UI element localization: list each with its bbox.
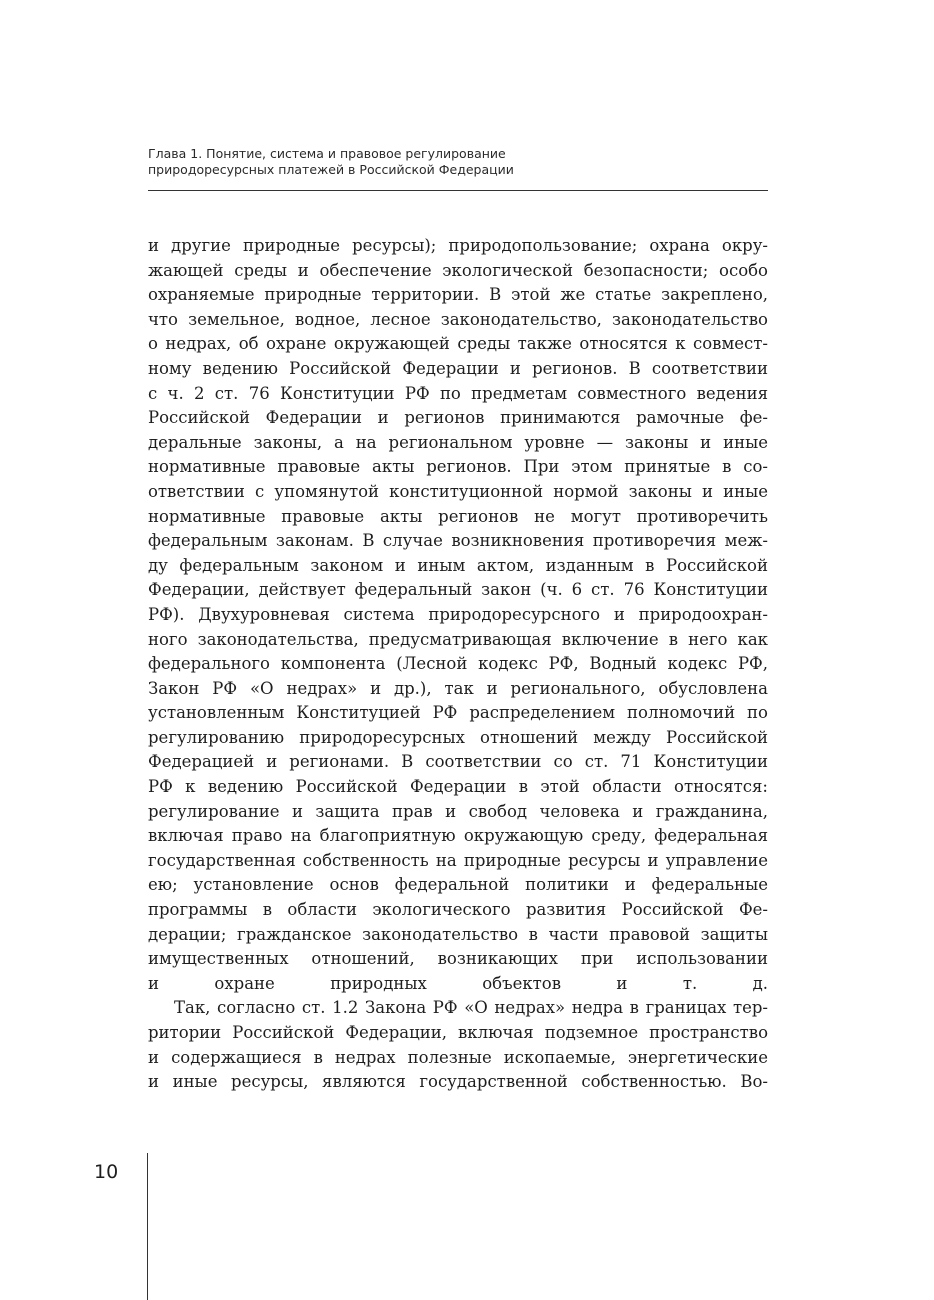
text-line: и охране природных объектов и т. д. <box>148 973 768 993</box>
text-line: Федерации, действует федеральный закон (ч. 6 ст. 76 Конституции <box>148 580 768 600</box>
text-line: Федерацией и регионами. В соответствии со ст. 71 Конституции <box>148 752 768 772</box>
paragraph-2 <box>148 996 768 1094</box>
text-line: ного законодательства, предусматривающая включение в него как <box>148 629 768 649</box>
text-line: федерального компонента (Лесной кодекс РФ, Водный кодекс РФ, <box>148 654 768 674</box>
running-header-line-1: Глава 1. Понятие, система и правовое регулирование <box>148 146 506 161</box>
paragraph-1 <box>148 234 768 996</box>
text-line: и содержащиеся в недрах полезные ископаемые, энергетические <box>148 1047 768 1067</box>
text-line: охраняемые природные территории. В этой же статье закреплено, <box>148 285 768 305</box>
text-line: РФ к ведению Российской Федерации в этой области относятся: <box>148 777 768 797</box>
running-header-line-2: природоресурсных платежей в Российской Федерации <box>148 162 514 177</box>
header-rule <box>148 190 768 191</box>
text-line: Закон РФ «О недрах» и др.), так и регионального, обусловлена <box>148 678 768 698</box>
text-line: о недрах, об охране окружающей среды также относятся к совмест- <box>148 334 768 354</box>
text-line: включая право на благоприятную окружающую среду, федеральная <box>148 826 768 846</box>
text-line: государственная собственность на природные ресурсы и управление <box>148 850 768 870</box>
text-line: ду федеральным законом и иным актом, изданным в Российской <box>148 555 768 575</box>
text-line: жающей среды и обеспечение экологической безопасности; особо <box>148 260 768 280</box>
text-line: ритории Российской Федерации, включая подземное пространство <box>148 1023 768 1042</box>
text-line: дерации; гражданское законодательство в части правовой защиты <box>148 924 768 944</box>
text-line: Российской Федерации и регионов принимаются рамочные фе- <box>148 408 768 428</box>
margin-rule <box>147 1153 148 1300</box>
text-line: Так, согласно ст. 1.2 Закона РФ «О недрах» недра в границах тер- <box>174 998 768 1018</box>
text-line: имущественных отношений, возникающих при использовании <box>148 949 768 969</box>
text-line: РФ). Двухуровневая система природоресурсного и природоохран- <box>148 604 768 624</box>
page-number: 10 <box>94 1161 119 1183</box>
text-line: ею; установление основ федеральной политики и федеральные <box>148 875 768 895</box>
text-line: программы в области экологического развития Российской Фе- <box>148 900 768 920</box>
body-text <box>148 234 768 1095</box>
text-line: деральные законы, а на региональном уровне — законы и иные <box>148 432 768 452</box>
text-line: и другие природные ресурсы); природопользование; охрана окру- <box>148 236 768 255</box>
text-line: ответствии с упомянутой конституционной нормой законы и иные <box>148 481 768 501</box>
text-line: и иные ресурсы, являются государственной собственностью. Во- <box>148 1072 768 1092</box>
text-line: что земельное, водное, лесное законодательство, законодательство <box>148 309 768 329</box>
text-line: регулированию природоресурсных отношений между Российской <box>148 727 768 747</box>
text-line: ному ведению Российской Федерации и регионов. В соответствии <box>148 358 768 378</box>
text-line: нормативные правовые акты регионов. При этом принятые в со- <box>148 457 768 477</box>
text-line: с ч. 2 ст. 76 Конституции РФ по предметам совместного ведения <box>148 383 768 403</box>
text-line: нормативные правовые акты регионов не могут противоречить <box>148 506 768 526</box>
text-line: федеральным законам. В случае возникновения противоречия меж- <box>148 531 768 551</box>
text-line: установленным Конституцией РФ распределением полномочий по <box>148 703 768 723</box>
running-header <box>148 146 768 178</box>
text-line: регулирование и защита прав и свобод человека и гражданина, <box>148 801 768 821</box>
